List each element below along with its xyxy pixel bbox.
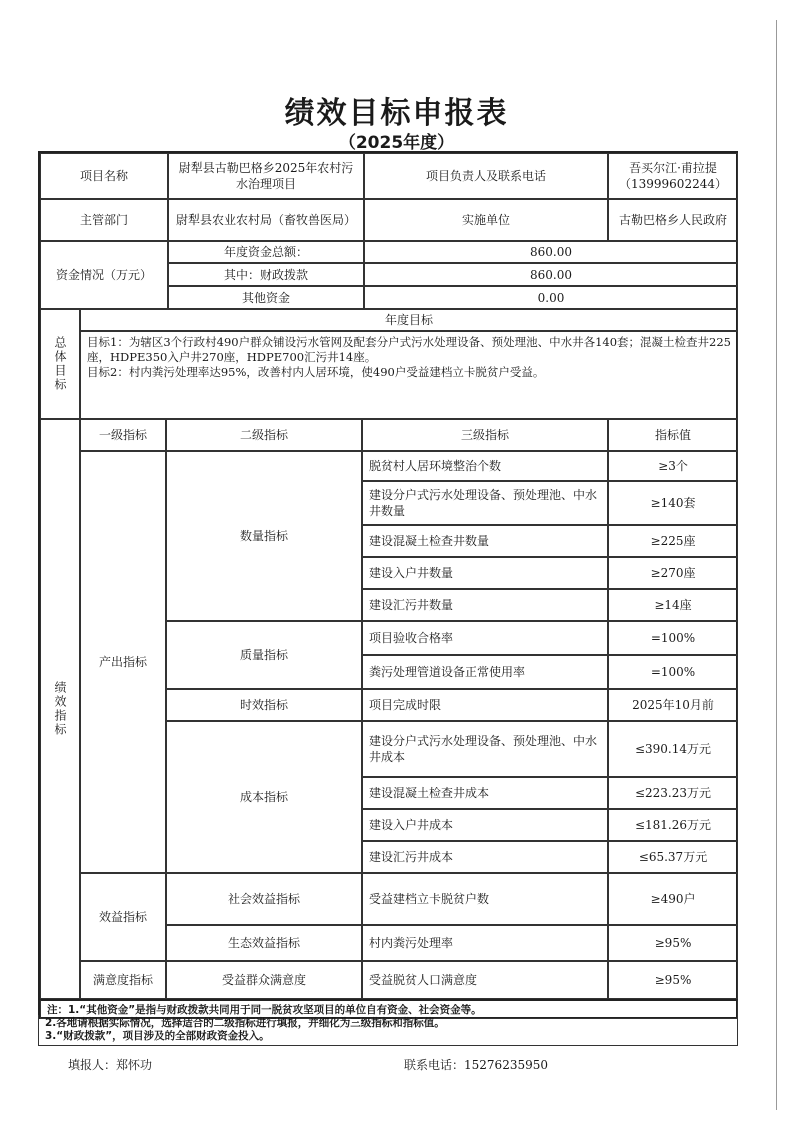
phone-number: 15276235950 bbox=[464, 1058, 548, 1072]
manager-label: 项目负责人及联系电话 bbox=[364, 153, 608, 199]
level3-value: ≥3个 bbox=[608, 451, 738, 481]
level3-name: 建设分户式污水处理设备、预处理池、中水井成本 bbox=[362, 721, 608, 777]
phone-label: 联系电话： bbox=[404, 1058, 465, 1072]
report-table bbox=[38, 151, 738, 1019]
col-level3-header: 三级指标 bbox=[362, 419, 608, 451]
funds-total-value: 860.00 bbox=[364, 241, 738, 263]
level2-public-satisfaction: 受益群众满意度 bbox=[166, 961, 362, 999]
impl-value: 古勒巴格乡人民政府 bbox=[608, 199, 738, 241]
level3-value: ≥140套 bbox=[608, 481, 738, 525]
level1-benefit: 效益指标 bbox=[80, 873, 166, 961]
col-level1-header: 一级指标 bbox=[80, 419, 166, 451]
level3-name: 建设混凝土检查井数量 bbox=[362, 525, 608, 557]
filler-name: 郑怀功 bbox=[116, 1058, 153, 1072]
level3-name: 受益建档立卡脱贫户数 bbox=[362, 873, 608, 925]
level2-quantity: 数量指标 bbox=[166, 451, 362, 621]
level2-timeliness: 时效指标 bbox=[166, 689, 362, 721]
filler-label: 填报人： bbox=[68, 1058, 117, 1072]
funds-label: 资金情况（万元） bbox=[40, 241, 168, 309]
goal-text-1: 目标1：为辖区3个行政村490户群众铺设污水管网及配套分户式污水处理设备、预处理池、中水井各140套；混凝土检查井225座，HDPE350入户井270座，HDPE700汇污井14座。 bbox=[87, 335, 731, 364]
level3-value: ≤65.37万元 bbox=[608, 841, 738, 873]
note-1: 注：1.“其他资金”是指与财政拨款共同用于同一脱贫攻坚项目的单位自有资金、社会资金等。 bbox=[47, 1004, 482, 1016]
col-level2-header: 二级指标 bbox=[166, 419, 362, 451]
project-name-label: 项目名称 bbox=[40, 153, 168, 199]
level3-value: =100% bbox=[608, 621, 738, 655]
impl-label: 实施单位 bbox=[364, 199, 608, 241]
funds-fiscal-label: 其中：财政拨款 bbox=[168, 263, 364, 286]
level3-name: 项目完成时限 bbox=[362, 689, 608, 721]
level3-name: 脱贫村人居环境整治个数 bbox=[362, 451, 608, 481]
phone-line bbox=[404, 1056, 548, 1073]
goal-side-label: 总体目标 bbox=[40, 309, 80, 419]
level3-name: 建设汇污井成本 bbox=[362, 841, 608, 873]
level2-cost: 成本指标 bbox=[166, 721, 362, 873]
level3-value: ≤223.23万元 bbox=[608, 777, 738, 809]
level2-ecological: 生态效益指标 bbox=[166, 925, 362, 961]
project-name-value: 尉犁县古勒巴格乡2025年农村污水治理项目 bbox=[168, 153, 364, 199]
scan-edge-line bbox=[776, 20, 777, 1110]
level3-name: 粪污处理管道设备正常使用率 bbox=[362, 655, 608, 689]
level3-name: 建设分户式污水处理设备、预处理池、中水井数量 bbox=[362, 481, 608, 525]
level3-value: ≥225座 bbox=[608, 525, 738, 557]
level3-value: ≤181.26万元 bbox=[608, 809, 738, 841]
level3-name: 受益脱贫人口满意度 bbox=[362, 961, 608, 999]
dept-label: 主管部门 bbox=[40, 199, 168, 241]
level2-quality: 质量指标 bbox=[166, 621, 362, 689]
level3-name: 建设混凝土检查井成本 bbox=[362, 777, 608, 809]
page-subtitle: （2025年度） bbox=[338, 133, 455, 153]
indicators-side-label: 绩效指标 bbox=[40, 419, 80, 999]
level3-value: =100% bbox=[608, 655, 738, 689]
manager-value: 吾买尔江·甫拉提（13999602244） bbox=[608, 153, 738, 199]
note-2: 2.各地请根据实际情况，选择适合的二级指标进行填报，并细化为三级指标和指标值。 bbox=[45, 1017, 445, 1029]
level3-value: ≥14座 bbox=[608, 589, 738, 621]
level3-value: ≥490户 bbox=[608, 873, 738, 925]
level3-name: 项目验收合格率 bbox=[362, 621, 608, 655]
goal-text-cell bbox=[80, 331, 738, 419]
note-3: 3.“财政拨款”，项目涉及的全部财政资金投入。 bbox=[45, 1030, 270, 1042]
notes-continued bbox=[38, 1015, 738, 1046]
level3-name: 建设入户井数量 bbox=[362, 557, 608, 589]
level1-satisfaction: 满意度指标 bbox=[80, 961, 166, 999]
level3-value: 2025年10月前 bbox=[608, 689, 738, 721]
dept-value: 尉犁县农业农村局（畜牧兽医局） bbox=[168, 199, 364, 241]
funds-total-label: 年度资金总额： bbox=[168, 241, 364, 263]
level3-name: 建设入户井成本 bbox=[362, 809, 608, 841]
goal-text-2: 目标2：村内粪污处理率达95%，改善村内人居环境，使490户受益建档立卡脱贫户受益。 bbox=[87, 365, 545, 379]
level3-name: 村内粪污处理率 bbox=[362, 925, 608, 961]
level3-name: 建设汇污井数量 bbox=[362, 589, 608, 621]
level3-value: ≥270座 bbox=[608, 557, 738, 589]
funds-other-value: 0.00 bbox=[364, 286, 738, 309]
filler-line bbox=[68, 1056, 152, 1073]
level2-social: 社会效益指标 bbox=[166, 873, 362, 925]
funds-fiscal-value: 860.00 bbox=[364, 263, 738, 286]
level3-value: ≥95% bbox=[608, 925, 738, 961]
funds-other-label: 其他资金 bbox=[168, 286, 364, 309]
col-value-header: 指标值 bbox=[608, 419, 738, 451]
level3-value: ≥95% bbox=[608, 961, 738, 999]
level3-value: ≤390.14万元 bbox=[608, 721, 738, 777]
level1-output: 产出指标 bbox=[80, 451, 166, 873]
goal-header: 年度目标 bbox=[80, 309, 738, 331]
page-title: 绩效目标申报表 bbox=[284, 96, 509, 131]
